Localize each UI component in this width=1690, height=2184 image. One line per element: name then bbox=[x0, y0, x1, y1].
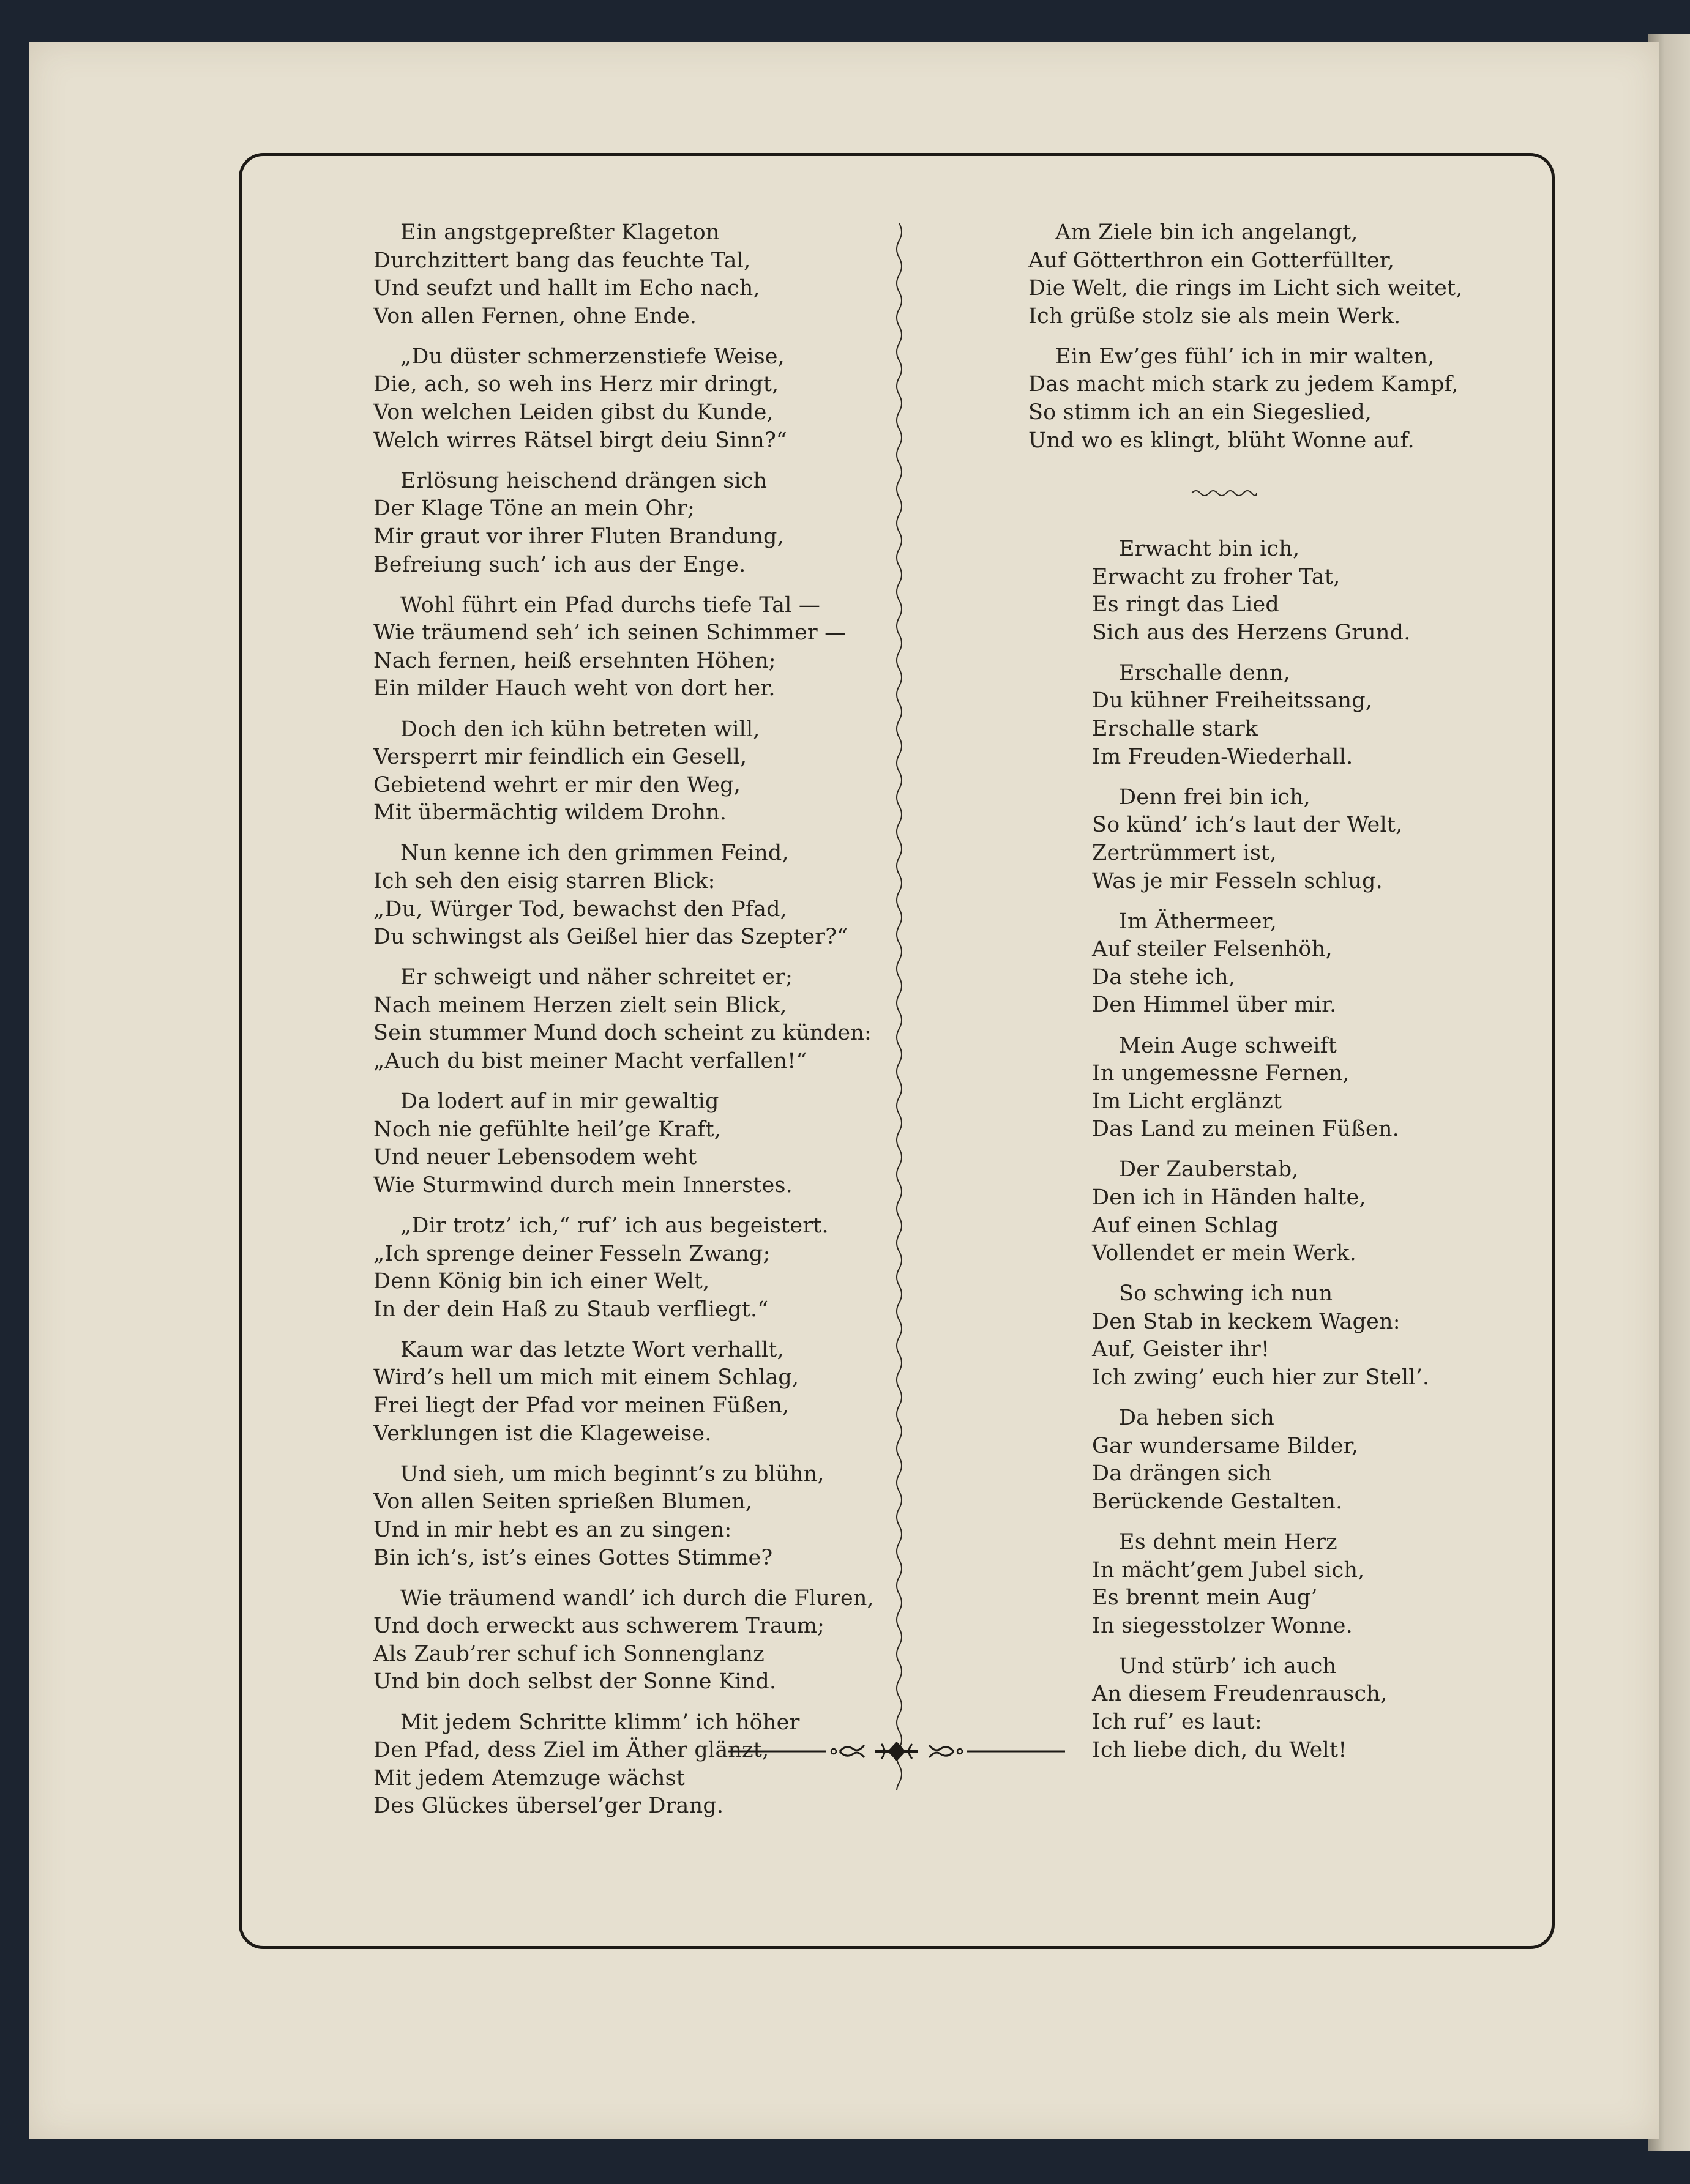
poem-stanza bbox=[1092, 784, 1520, 895]
poem-line: Das Land zu meinen Füßen. bbox=[1092, 1117, 1399, 1142]
poem-stanza bbox=[373, 1212, 863, 1324]
poem-line: Von allen Fernen, ohne Ende. bbox=[373, 304, 697, 329]
poem-column-right-bottom bbox=[1092, 535, 1520, 1777]
poem-line: „Dir trotz’ ich,“ ruf’ ich aus begeistert. bbox=[400, 1213, 829, 1238]
poem-line: Versperrt mir feindlich ein Gesell, bbox=[373, 745, 747, 770]
poem-line: Den Stab in keckem Wagen: bbox=[1092, 1309, 1400, 1334]
poem-line: Zertrümmert ist, bbox=[1092, 840, 1277, 865]
poem-line: Er schweigt und näher schreitet er; bbox=[400, 965, 793, 990]
poem-line: Der Zauberstab, bbox=[1119, 1157, 1299, 1182]
poem-line: Nach meinem Herzen zielt sein Blick, bbox=[373, 993, 787, 1018]
poem-line: Es ringt das Lied bbox=[1092, 592, 1280, 617]
poem-line: Befreiung such’ ich aus der Enge. bbox=[373, 552, 746, 577]
poem-line: Da lodert auf in mir gewaltig bbox=[400, 1089, 719, 1114]
poem-line: Von welchen Leiden gibst du Kunde, bbox=[373, 400, 774, 425]
poem-stanza bbox=[373, 1336, 863, 1448]
poem-line: Die, ach, so weh ins Herz mir dringt, bbox=[373, 372, 779, 397]
poem-stanza bbox=[1092, 1529, 1520, 1640]
poem-stanza bbox=[1092, 1156, 1520, 1267]
poem-line: Und in mir hebt es an zu singen: bbox=[373, 1517, 732, 1542]
poem-line: Frei liegt der Pfad vor meinen Füßen, bbox=[373, 1393, 790, 1418]
poem-line: In mächt’gem Jubel sich, bbox=[1092, 1557, 1365, 1582]
poem-line: Erwacht zu froher Tat, bbox=[1092, 564, 1340, 589]
poem-line: Ich grüße stolz sie als mein Werk. bbox=[1028, 304, 1401, 329]
poem-line: So schwing ich nun bbox=[1119, 1281, 1333, 1306]
poem-line: Den Himmel über mir. bbox=[1092, 993, 1337, 1018]
poem-line: So stimm ich an ein Siegeslied, bbox=[1028, 400, 1372, 425]
poem-column-right-top bbox=[1028, 219, 1494, 468]
wavy-column-divider bbox=[892, 223, 906, 1790]
poem-line: Ich liebe dich, du Welt! bbox=[1092, 1737, 1347, 1762]
poem-line: Des Glückes übersel’ger Drang. bbox=[373, 1794, 724, 1819]
poem-stanza bbox=[373, 219, 863, 330]
poem-line: Da drängen sich bbox=[1092, 1461, 1272, 1486]
poem-stanza bbox=[373, 592, 863, 703]
poem-line: Kaum war das letzte Wort verhallt, bbox=[400, 1337, 784, 1362]
poem-line: An diesem Freudenrausch, bbox=[1092, 1682, 1388, 1707]
poem-line: Am Ziele bin ich angelangt, bbox=[1055, 220, 1358, 245]
poem-line: Du schwingst als Geißel hier das Szepter?“ bbox=[373, 925, 848, 950]
poem-line: Durchzittert bang das feuchte Tal, bbox=[373, 248, 751, 273]
poem-line: Nach fernen, heiß ersehnten Höhen; bbox=[373, 648, 776, 673]
poem-line: In der dein Haß zu Staub verfliegt.“ bbox=[373, 1297, 769, 1322]
poem-line: Verklungen ist die Klageweise. bbox=[373, 1421, 712, 1446]
poem-stanza bbox=[1092, 1032, 1520, 1144]
poem-line: Von allen Seiten sprießen Blumen, bbox=[373, 1489, 753, 1515]
poem-stanza bbox=[373, 716, 863, 827]
poem-line: Wohl führt ein Pfad durchs tiefe Tal — bbox=[400, 592, 821, 617]
poem-line: Und wo es klingt, blüht Wonne auf. bbox=[1028, 428, 1415, 453]
poem-line: Vollendet er mein Werk. bbox=[1092, 1241, 1356, 1266]
poem-line: Den Pfad, dess Ziel im Äther glänzt, bbox=[373, 1738, 769, 1763]
tilde-ornament-icon bbox=[1191, 487, 1258, 499]
poem-line: In ungemessne Fernen, bbox=[1092, 1061, 1350, 1086]
poem-line: Den ich in Händen halte, bbox=[1092, 1185, 1366, 1210]
poem-line: Ein milder Hauch weht von dort her. bbox=[373, 676, 776, 701]
poem-line: Doch den ich kühn betreten will, bbox=[400, 717, 760, 742]
poem-line: Auf Götterthron ein Gotterfüllter, bbox=[1028, 248, 1395, 273]
poem-line: Ein angstgepreßter Klageton bbox=[400, 220, 720, 245]
poem-stanza bbox=[1092, 660, 1520, 771]
poem-line: Auf steiler Felsenhöh, bbox=[1092, 937, 1333, 962]
poem-line: Wie Sturmwind durch mein Innerstes. bbox=[373, 1172, 793, 1198]
poem-line: Was je mir Fesseln schlug. bbox=[1092, 868, 1383, 893]
poem-line: Erschalle denn, bbox=[1119, 660, 1290, 685]
poem-stanza bbox=[373, 840, 863, 951]
poem-line: Wird’s hell um mich mit einem Schlag, bbox=[373, 1365, 799, 1390]
poem-line: Und bin doch selbst der Sonne Kind. bbox=[373, 1669, 777, 1694]
poem-line: Wie träumend wandl’ ich durch die Fluren, bbox=[400, 1586, 874, 1611]
poem-line: Noch nie gefühlte heil’ge Kraft, bbox=[373, 1117, 722, 1142]
poem-stanza bbox=[1028, 343, 1494, 455]
poem-line: Da stehe ich, bbox=[1092, 964, 1236, 990]
poem-line: Mit übermächtig wildem Drohn. bbox=[373, 800, 727, 826]
poem-stanza bbox=[373, 343, 863, 455]
poem-line: Und stürb’ ich auch bbox=[1119, 1653, 1337, 1679]
poem-stanza bbox=[373, 1709, 863, 1821]
poem-line: Erschalle stark bbox=[1092, 717, 1258, 742]
poem-line: Ein Ew’ges fühl’ ich in mir walten, bbox=[1055, 344, 1435, 369]
poem-line: Im Äthermeer, bbox=[1119, 909, 1277, 934]
poem-stanza bbox=[373, 468, 863, 579]
tailpiece-ornament-icon bbox=[728, 1739, 1065, 1764]
poem-line: Die Welt, die rings im Licht sich weitet, bbox=[1028, 276, 1463, 301]
poem-line: Das macht mich stark zu jedem Kampf, bbox=[1028, 372, 1459, 397]
poem-stanza bbox=[1092, 908, 1520, 1019]
poem-line: Auf, Geister ihr! bbox=[1092, 1337, 1270, 1362]
poem-line: Mit jedem Atemzuge wächst bbox=[373, 1765, 686, 1791]
poem-line: Ich seh den eisig starren Blick: bbox=[373, 868, 716, 893]
poem-line: Ich ruf’ es laut: bbox=[1092, 1710, 1262, 1735]
poem-line: Es dehnt mein Herz bbox=[1119, 1530, 1337, 1554]
poem-line: Gebietend wehrt er mir den Weg, bbox=[373, 772, 741, 797]
poem-line: Erlösung heischend drängen sich bbox=[400, 468, 768, 493]
poem-line: Welch wirres Rätsel birgt deiu Sinn?“ bbox=[373, 428, 788, 453]
poem-line: Mit jedem Schritte klimm’ ich höher bbox=[400, 1710, 800, 1735]
poem-stanza bbox=[1092, 1653, 1520, 1764]
poem-line: Als Zaub’rer schuf ich Sonnenglanz bbox=[373, 1641, 765, 1666]
poem-line: Da heben sich bbox=[1119, 1406, 1274, 1431]
poem-line: So künd’ ich’s laut der Welt, bbox=[1092, 813, 1403, 838]
poem-line: „Ich sprenge deiner Fesseln Zwang; bbox=[373, 1241, 771, 1266]
poem-stanza bbox=[1092, 535, 1520, 647]
poem-stanza bbox=[1028, 219, 1494, 330]
poem-line: Es brennt mein Aug’ bbox=[1092, 1586, 1318, 1611]
poem-line: Auf einen Schlag bbox=[1092, 1213, 1279, 1238]
poem-line: Sich aus des Herzens Grund. bbox=[1092, 620, 1411, 645]
poem-line: Im Freuden-Wiederhall. bbox=[1092, 744, 1353, 769]
poem-stanza bbox=[373, 1461, 863, 1572]
poem-line: Nun kenne ich den grimmen Feind, bbox=[400, 841, 789, 866]
poem-line: In siegesstolzer Wonne. bbox=[1092, 1613, 1353, 1638]
poem-column-left bbox=[373, 219, 874, 1833]
poem-line: Mir graut vor ihrer Fluten Brandung, bbox=[373, 524, 784, 549]
poem-line: Und sieh, um mich beginnt’s zu blühn, bbox=[400, 1461, 824, 1486]
poem-line: Erwacht bin ich, bbox=[1119, 537, 1300, 561]
poem-line: „Du düster schmerzenstiefe Weise, bbox=[400, 344, 785, 369]
poem-line: Und seufzt und hallt im Echo nach, bbox=[373, 276, 760, 301]
poem-line: Denn König bin ich einer Welt, bbox=[373, 1269, 710, 1294]
poem-line: Sein stummer Mund doch scheint zu künden: bbox=[373, 1021, 872, 1046]
poem-line: Du kühner Freiheitssang, bbox=[1092, 688, 1373, 714]
poem-stanza bbox=[1092, 1280, 1520, 1392]
poem-line: Im Licht erglänzt bbox=[1092, 1089, 1282, 1114]
poem-line: Bin ich’s, ist’s eines Gottes Stimme? bbox=[373, 1545, 773, 1570]
poem-line: Wie träumend seh’ ich seinen Schimmer — bbox=[373, 621, 847, 646]
poem-line: Ich zwing’ euch hier zur Stell’. bbox=[1092, 1365, 1430, 1390]
poem-line: „Du, Würger Tod, bewachst den Pfad, bbox=[373, 896, 788, 922]
poem-line: Und neuer Lebensodem weht bbox=[373, 1145, 697, 1170]
poem-stanza bbox=[373, 1088, 863, 1199]
poem-line: Berückende Gestalten. bbox=[1092, 1489, 1343, 1514]
poem-line: „Auch du bist meiner Macht verfallen!“ bbox=[373, 1049, 807, 1074]
poem-line: Der Klage Töne an mein Ohr; bbox=[373, 496, 695, 521]
poem-stanza bbox=[1092, 1404, 1520, 1516]
poem-line: Gar wundersame Bilder, bbox=[1092, 1433, 1359, 1458]
poem-line: Denn frei bin ich, bbox=[1119, 785, 1311, 810]
poem-line: Und doch erweckt aus schwerem Traum; bbox=[373, 1614, 825, 1639]
poem-stanza bbox=[373, 964, 872, 1075]
poem-line: Mein Auge schweift bbox=[1119, 1033, 1337, 1058]
poem-stanza bbox=[373, 1585, 874, 1696]
